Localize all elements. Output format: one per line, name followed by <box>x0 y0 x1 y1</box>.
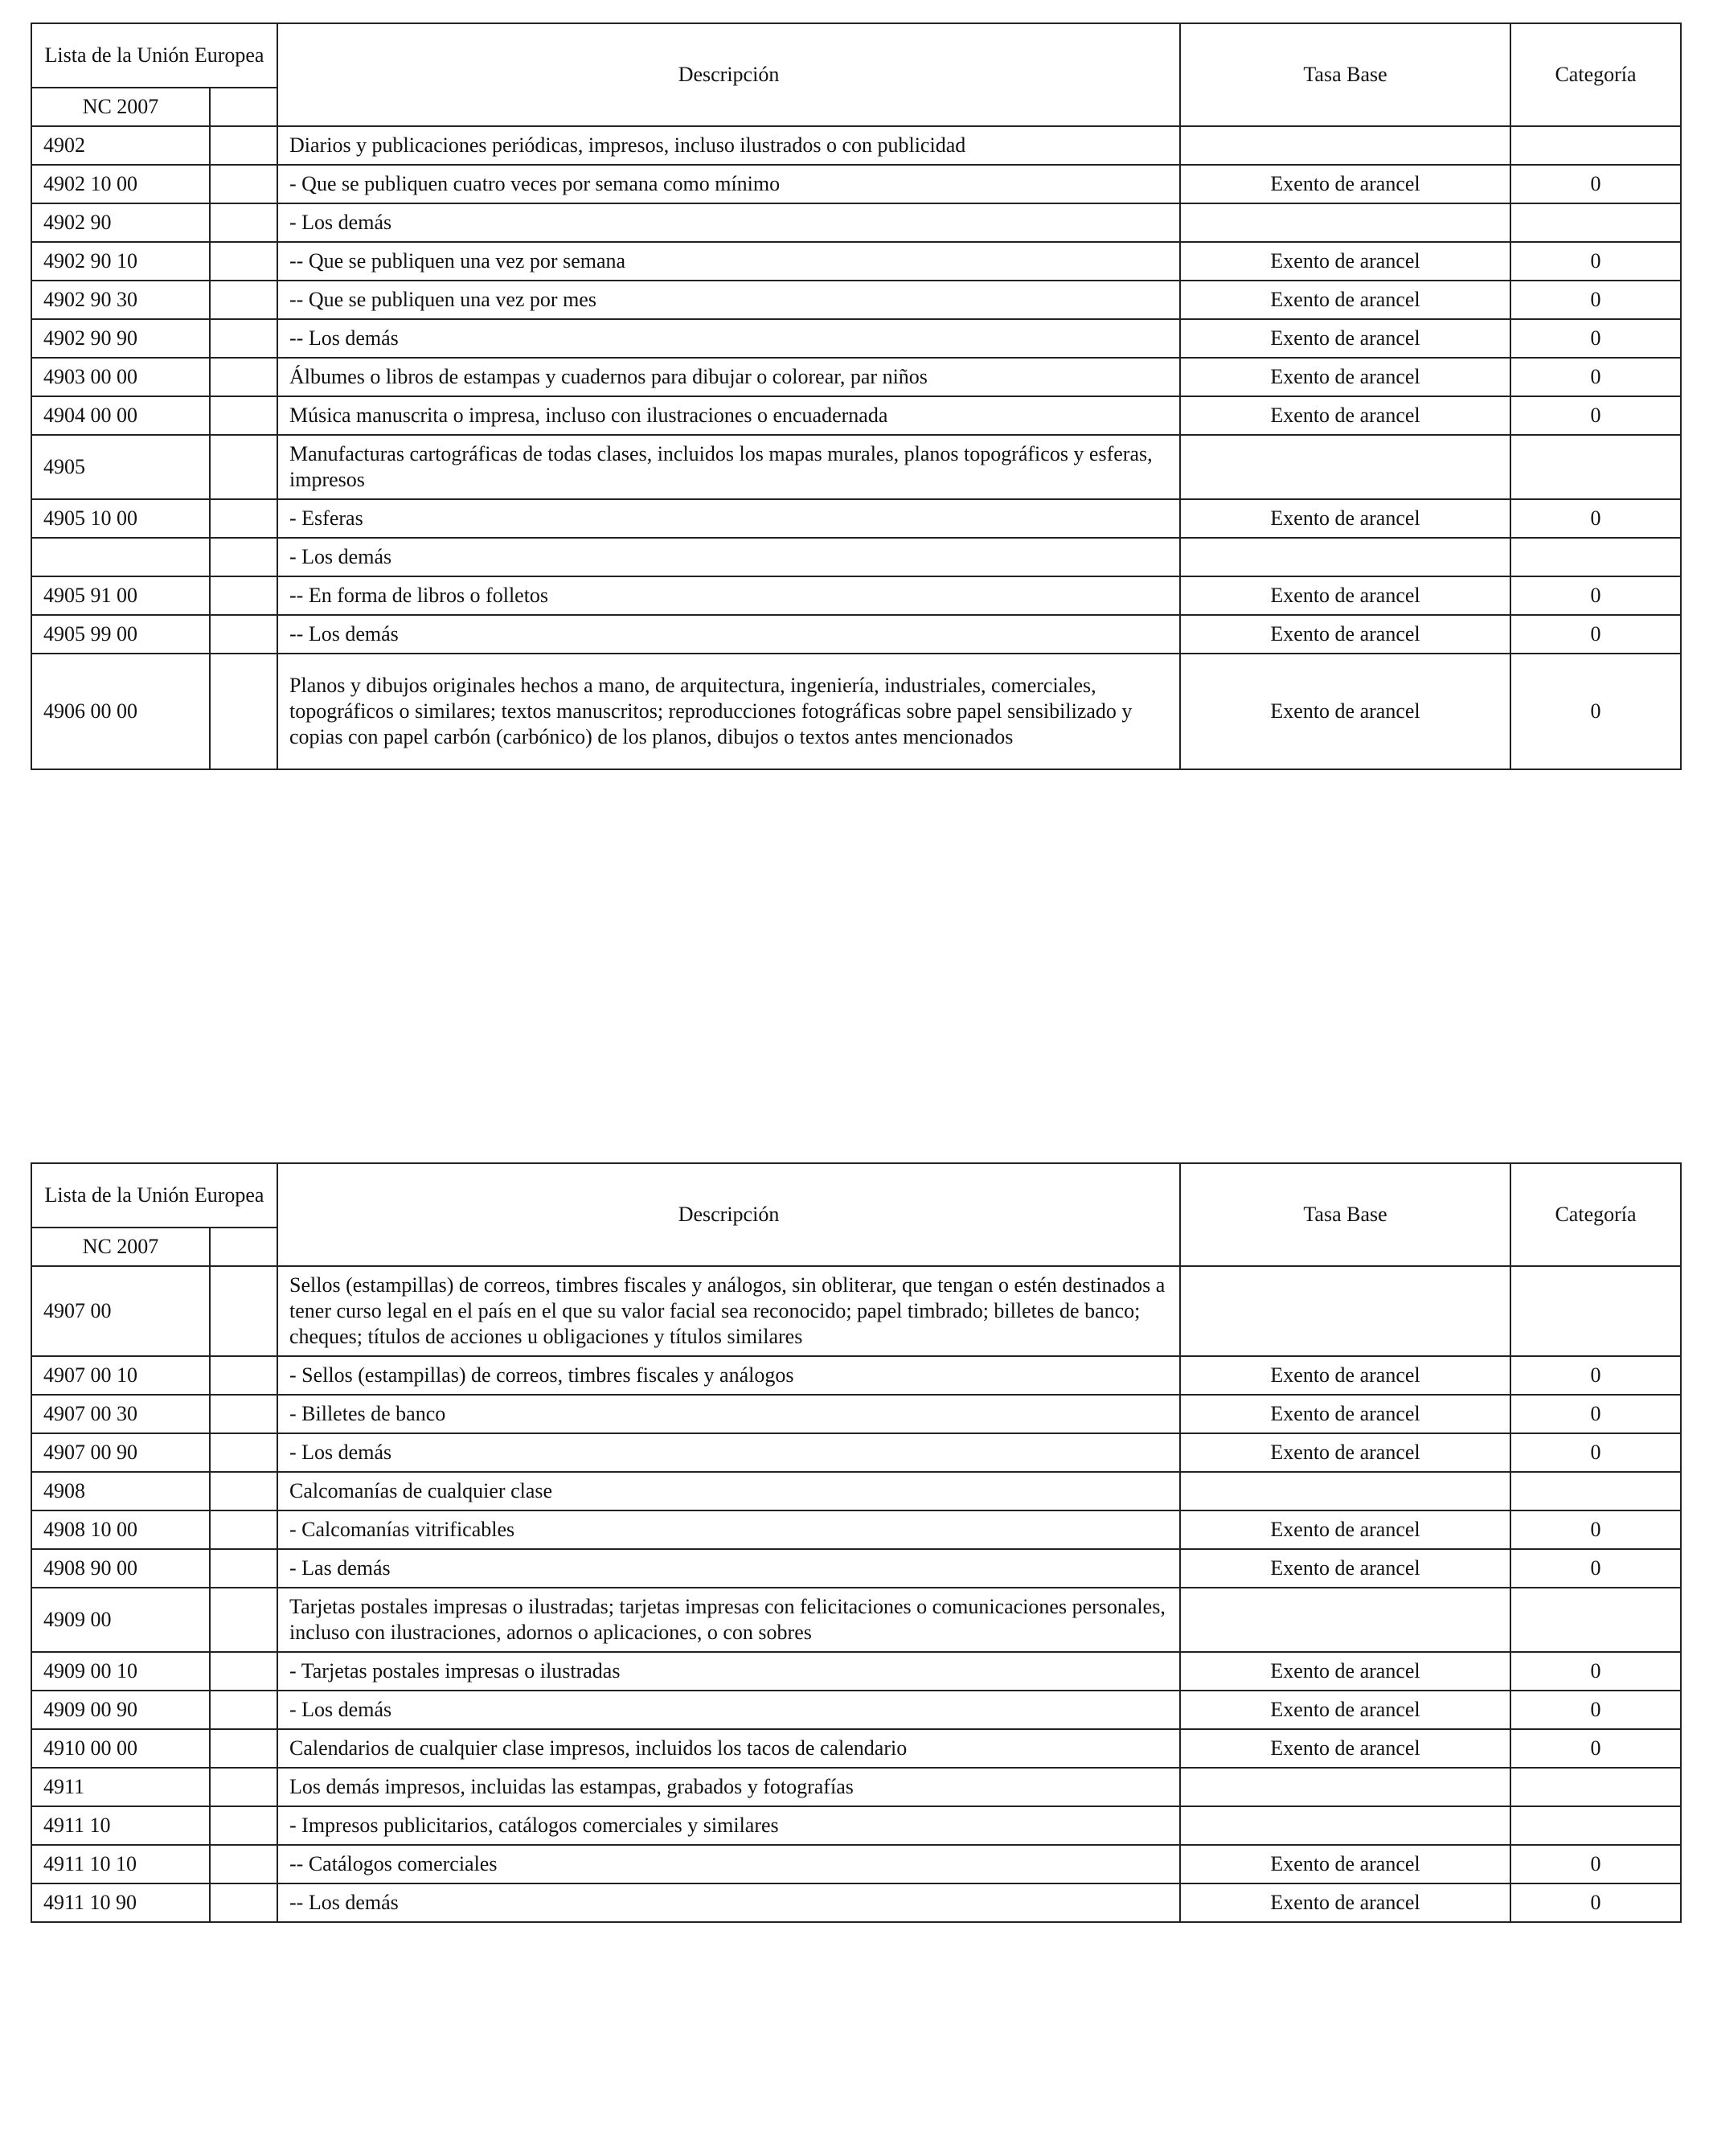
table-row <box>31 1356 1681 1395</box>
empty-subheader <box>210 88 277 126</box>
category-cell: 0 <box>1510 358 1681 396</box>
nc-code: 4905 91 00 <box>31 576 210 615</box>
nc-code: 4902 90 <box>31 203 210 242</box>
table-1-body <box>31 126 1681 769</box>
description-cell: -- Que se publiquen una vez por mes <box>277 281 1180 319</box>
nc-code: 4903 00 00 <box>31 358 210 396</box>
table-row <box>31 576 1681 615</box>
nc-code: 4911 10 <box>31 1806 210 1845</box>
base-rate-cell <box>1180 538 1510 576</box>
base-rate-cell: Exento de arancel <box>1180 1510 1510 1549</box>
table-row <box>31 281 1681 319</box>
description-cell: Tarjetas postales impresas o ilustradas; tarjetas impresas con felicitaciones o comunicaciones personales, incluso con ilustraciones, adornos o aplicaciones, o con sobres <box>277 1588 1180 1652</box>
description-cell: -- En forma de libros o folletos <box>277 576 1180 615</box>
base-rate-cell: Exento de arancel <box>1180 242 1510 281</box>
table-row <box>31 1266 1681 1356</box>
description-cell: Calcomanías de cualquier clase <box>277 1472 1180 1510</box>
category-cell: 0 <box>1510 1691 1681 1729</box>
tariff-table-1 <box>31 23 1682 770</box>
nc-code: 4905 99 00 <box>31 615 210 654</box>
description-cell: - Billetes de banco <box>277 1395 1180 1433</box>
description-cell: -- Los demás <box>277 615 1180 654</box>
category-cell <box>1510 435 1681 499</box>
nc-code: 4909 00 90 <box>31 1691 210 1729</box>
table-row <box>31 203 1681 242</box>
category-cell: 0 <box>1510 1510 1681 1549</box>
category-cell: 0 <box>1510 1356 1681 1395</box>
table-row <box>31 654 1681 769</box>
category-header: Categoría <box>1510 23 1681 126</box>
category-cell <box>1510 1806 1681 1845</box>
base-rate-cell <box>1180 126 1510 165</box>
category-header: Categoría <box>1510 1163 1681 1266</box>
description-header: Descripción <box>277 1163 1180 1266</box>
base-rate-cell: Exento de arancel <box>1180 319 1510 358</box>
description-cell: - Tarjetas postales impresas o ilustradas <box>277 1652 1180 1691</box>
nc-code: 4907 00 10 <box>31 1356 210 1395</box>
table-row <box>31 1729 1681 1768</box>
category-cell: 0 <box>1510 1433 1681 1472</box>
nc-code: 4907 00 30 <box>31 1395 210 1433</box>
description-cell: - Los demás <box>277 203 1180 242</box>
base-rate-cell: Exento de arancel <box>1180 576 1510 615</box>
table-2-body <box>31 1266 1681 1922</box>
base-rate-cell: Exento de arancel <box>1180 1433 1510 1472</box>
base-rate-cell: Exento de arancel <box>1180 1356 1510 1395</box>
tariff-table-2 <box>31 1162 1682 1923</box>
nc-code: 4902 10 00 <box>31 165 210 203</box>
table-row <box>31 1510 1681 1549</box>
base-rate-cell <box>1180 435 1510 499</box>
base-rate-cell: Exento de arancel <box>1180 615 1510 654</box>
category-cell: 0 <box>1510 1883 1681 1922</box>
table-row <box>31 615 1681 654</box>
description-cell: Sellos (estampillas) de correos, timbres fiscales y análogos, sin obliterar, que tengan o estén destinados a tener curso legal en el país en el que su valor facial sea reconocido; papel timbrado; billetes de banco; cheques; títulos de acciones u obligaciones y títulos similares <box>277 1266 1180 1356</box>
nc-code: 4904 00 00 <box>31 396 210 435</box>
nc-code: 4907 00 <box>31 1266 210 1356</box>
nc-code: 4911 10 10 <box>31 1845 210 1883</box>
table-row <box>31 358 1681 396</box>
table-row <box>31 1768 1681 1806</box>
nc-code: 4907 00 90 <box>31 1433 210 1472</box>
base-rate-cell: Exento de arancel <box>1180 499 1510 538</box>
nc-code: 4906 00 00 <box>31 654 210 769</box>
category-cell <box>1510 1768 1681 1806</box>
nc-code: 4902 90 30 <box>31 281 210 319</box>
base-rate-cell: Exento de arancel <box>1180 358 1510 396</box>
category-cell <box>1510 1472 1681 1510</box>
description-cell: -- Los demás <box>277 1883 1180 1922</box>
nc-header: NC 2007 <box>31 88 210 126</box>
nc-code <box>31 538 210 576</box>
table-row <box>31 538 1681 576</box>
category-cell: 0 <box>1510 1652 1681 1691</box>
nc-code: 4905 10 00 <box>31 499 210 538</box>
category-cell: 0 <box>1510 242 1681 281</box>
description-cell: Música manuscrita o impresa, incluso con ilustraciones o encuadernada <box>277 396 1180 435</box>
category-cell: 0 <box>1510 1729 1681 1768</box>
table-row <box>31 396 1681 435</box>
nc-code: 4902 90 90 <box>31 319 210 358</box>
base-rate-cell <box>1180 203 1510 242</box>
nc-code: 4902 90 10 <box>31 242 210 281</box>
table-row <box>31 1883 1681 1922</box>
base-rate-header: Tasa Base <box>1180 1163 1510 1266</box>
description-cell: -- Los demás <box>277 319 1180 358</box>
category-cell <box>1510 126 1681 165</box>
nc-code: 4911 10 90 <box>31 1883 210 1922</box>
table-row <box>31 435 1681 499</box>
description-cell: - Las demás <box>277 1549 1180 1588</box>
description-cell: Manufacturas cartográficas de todas clases, incluidos los mapas murales, planos topográficos y esferas, impresos <box>277 435 1180 499</box>
base-rate-cell: Exento de arancel <box>1180 654 1510 769</box>
description-cell: -- Catálogos comerciales <box>277 1845 1180 1883</box>
description-cell: Calendarios de cualquier clase impresos, incluidos los tacos de calendario <box>277 1729 1180 1768</box>
category-cell <box>1510 538 1681 576</box>
description-cell: - Que se publiquen cuatro veces por semana como mínimo <box>277 165 1180 203</box>
description-cell: Álbumes o libros de estampas y cuadernos para dibujar o colorear, par niños <box>277 358 1180 396</box>
category-cell <box>1510 203 1681 242</box>
category-cell: 0 <box>1510 1845 1681 1883</box>
description-cell: - Los demás <box>277 538 1180 576</box>
description-cell: -- Que se publiquen una vez por semana <box>277 242 1180 281</box>
base-rate-cell <box>1180 1266 1510 1356</box>
category-cell: 0 <box>1510 1549 1681 1588</box>
category-cell: 0 <box>1510 319 1681 358</box>
base-rate-cell: Exento de arancel <box>1180 1883 1510 1922</box>
base-rate-cell <box>1180 1588 1510 1652</box>
category-cell: 0 <box>1510 281 1681 319</box>
eu-list-header: Lista de la Unión Europea <box>31 23 277 88</box>
nc-code: 4905 <box>31 435 210 499</box>
nc-code: 4908 90 00 <box>31 1549 210 1588</box>
base-rate-cell: Exento de arancel <box>1180 1652 1510 1691</box>
nc-header: NC 2007 <box>31 1228 210 1266</box>
nc-code: 4910 00 00 <box>31 1729 210 1768</box>
table-row <box>31 126 1681 165</box>
description-cell: - Esferas <box>277 499 1180 538</box>
table-row <box>31 1472 1681 1510</box>
category-cell: 0 <box>1510 576 1681 615</box>
description-cell: Los demás impresos, incluidas las estampas, grabados y fotografías <box>277 1768 1180 1806</box>
table-row <box>31 1395 1681 1433</box>
base-rate-cell <box>1180 1472 1510 1510</box>
base-rate-cell: Exento de arancel <box>1180 1845 1510 1883</box>
description-cell: - Los demás <box>277 1433 1180 1472</box>
category-cell: 0 <box>1510 499 1681 538</box>
base-rate-header: Tasa Base <box>1180 23 1510 126</box>
category-cell <box>1510 1266 1681 1356</box>
table-row <box>31 1433 1681 1472</box>
table-row <box>31 1588 1681 1652</box>
table-row <box>31 319 1681 358</box>
category-cell: 0 <box>1510 615 1681 654</box>
eu-list-header: Lista de la Unión Europea <box>31 1163 277 1228</box>
description-header: Descripción <box>277 23 1180 126</box>
empty-subheader <box>210 1228 277 1266</box>
category-cell: 0 <box>1510 165 1681 203</box>
category-cell: 0 <box>1510 654 1681 769</box>
category-cell <box>1510 1588 1681 1652</box>
nc-code: 4909 00 <box>31 1588 210 1652</box>
table-row <box>31 1549 1681 1588</box>
nc-code: 4911 <box>31 1768 210 1806</box>
base-rate-cell: Exento de arancel <box>1180 1729 1510 1768</box>
table-row <box>31 242 1681 281</box>
description-cell: - Impresos publicitarios, catálogos comerciales y similares <box>277 1806 1180 1845</box>
base-rate-cell: Exento de arancel <box>1180 1549 1510 1588</box>
base-rate-cell <box>1180 1768 1510 1806</box>
base-rate-cell: Exento de arancel <box>1180 165 1510 203</box>
table-row <box>31 1845 1681 1883</box>
base-rate-cell <box>1180 1806 1510 1845</box>
description-cell: - Calcomanías vitrificables <box>277 1510 1180 1549</box>
base-rate-cell: Exento de arancel <box>1180 1691 1510 1729</box>
nc-code: 4909 00 10 <box>31 1652 210 1691</box>
description-cell: Diarios y publicaciones periódicas, impresos, incluso ilustrados o con publicidad <box>277 126 1180 165</box>
nc-code: 4908 10 00 <box>31 1510 210 1549</box>
description-cell: - Los demás <box>277 1691 1180 1729</box>
description-cell: - Sellos (estampillas) de correos, timbres fiscales y análogos <box>277 1356 1180 1395</box>
description-cell: Planos y dibujos originales hechos a mano, de arquitectura, ingeniería, industriales, comerciales, topográficos o similares; textos manuscritos; reproducciones fotográficas sobre papel sensibilizado y copias con papel carbón (carbónico) de los planos, dibujos o textos antes mencionados <box>277 654 1180 769</box>
category-cell: 0 <box>1510 1395 1681 1433</box>
nc-code: 4902 <box>31 126 210 165</box>
base-rate-cell: Exento de arancel <box>1180 281 1510 319</box>
base-rate-cell: Exento de arancel <box>1180 1395 1510 1433</box>
table-row <box>31 1806 1681 1845</box>
base-rate-cell: Exento de arancel <box>1180 396 1510 435</box>
nc-code: 4908 <box>31 1472 210 1510</box>
table-row <box>31 165 1681 203</box>
table-row <box>31 499 1681 538</box>
table-row <box>31 1691 1681 1729</box>
table-row <box>31 1652 1681 1691</box>
category-cell: 0 <box>1510 396 1681 435</box>
